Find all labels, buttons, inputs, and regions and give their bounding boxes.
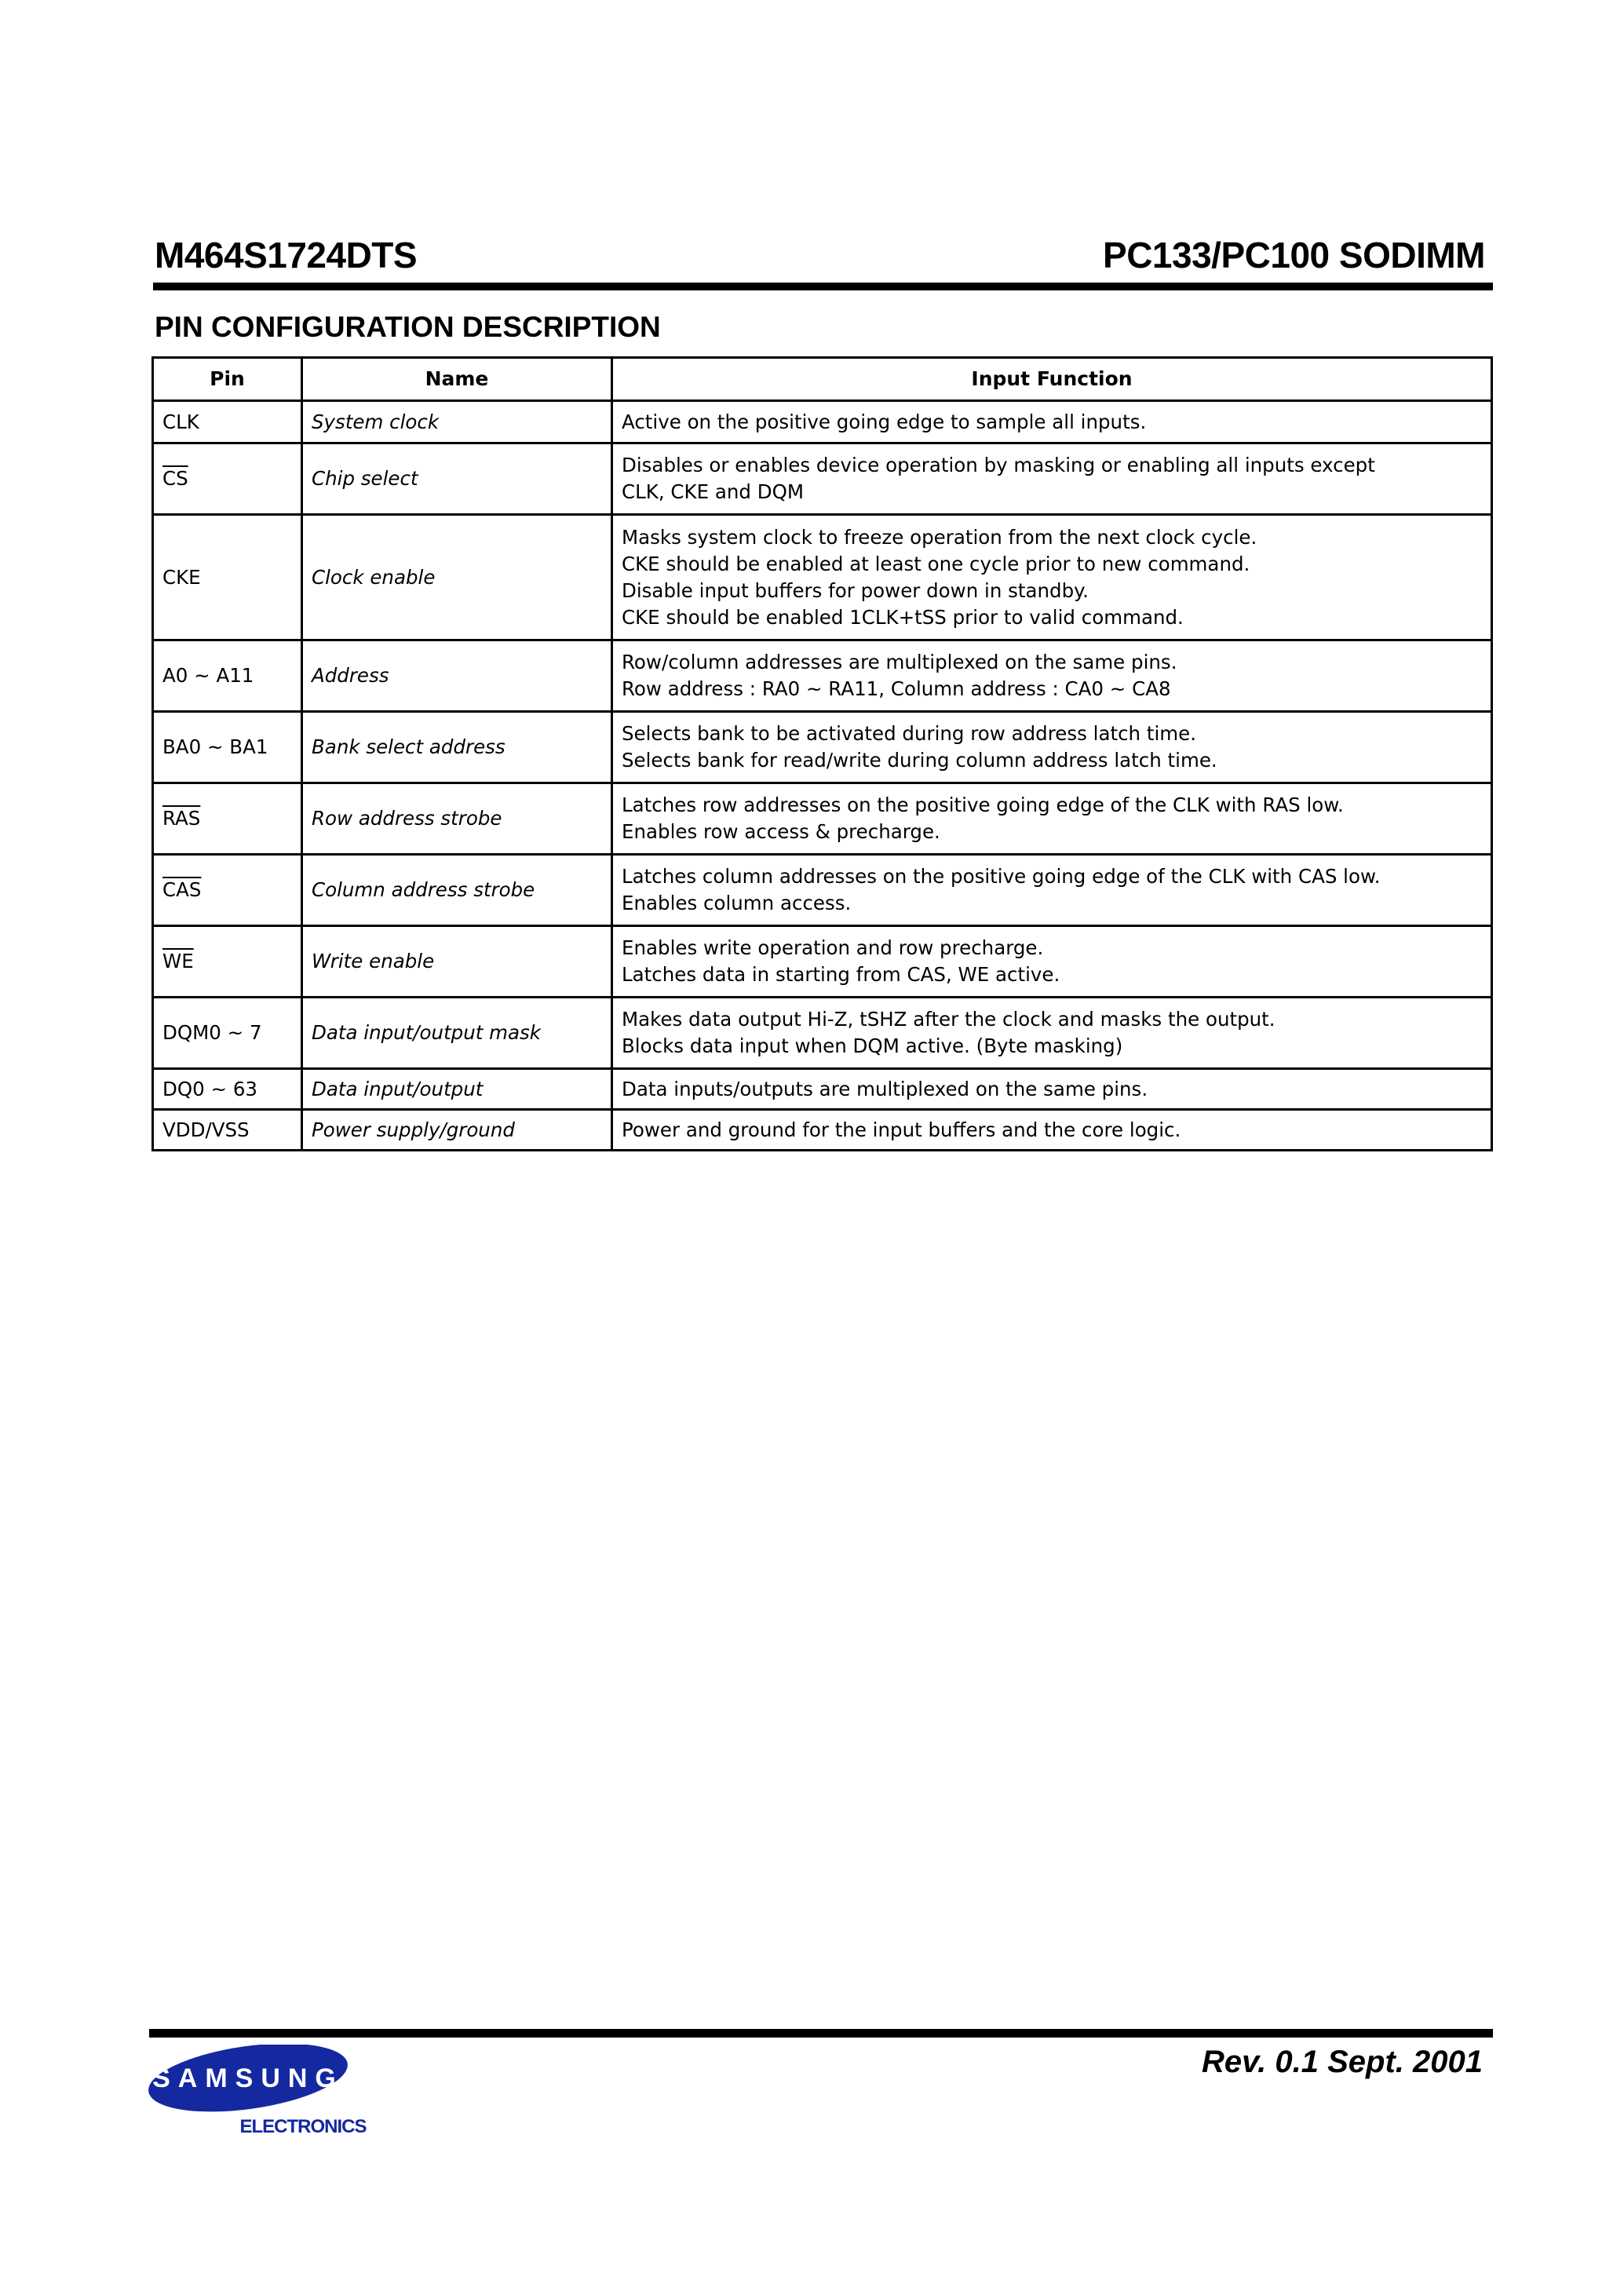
pin-cell: BA0 ~ BA1 xyxy=(153,712,302,783)
function-cell: Latches column addresses on the positive going edge of the CLK with CAS low. Enables column access. xyxy=(612,855,1492,926)
logo-sub-text: ELECTRONICS xyxy=(239,2116,367,2137)
function-cell: Latches row addresses on the positive going edge of the CLK with RAS low. Enables row access & precharge. xyxy=(612,783,1492,855)
column-header-name: Name xyxy=(302,358,612,401)
pin-cell: $\overline{CS}$ xyxy=(153,443,302,515)
name-cell: Row address strobe xyxy=(302,783,612,855)
function-cell: Row/column addresses are multiplexed on the same pins. Row address : RA0 ~ RA11, Column address : CA0 ~ CA8 xyxy=(612,640,1492,712)
name-cell: Data input/output mask xyxy=(302,998,612,1069)
function-cell: Enables write operation and row precharge. Latches data in starting from CAS, WE active. xyxy=(612,926,1492,998)
pin-table xyxy=(151,356,1493,1151)
pin-cell: VDD/VSS xyxy=(153,1110,302,1151)
table-row xyxy=(153,783,1492,855)
page-header xyxy=(155,234,1491,281)
footer-rule xyxy=(149,2029,1493,2038)
name-cell: Write enable xyxy=(302,926,612,998)
table-row xyxy=(153,1110,1492,1151)
logo-brand-text: SAMSUNG xyxy=(152,2063,344,2093)
table-row xyxy=(153,515,1492,640)
table-row xyxy=(153,640,1492,712)
name-cell: Data input/output xyxy=(302,1069,612,1110)
pin-cell: CLK xyxy=(153,401,302,443)
pin-cell: DQM0 ~ 7 xyxy=(153,998,302,1069)
function-cell: Masks system clock to freeze operation from the next clock cycle. CKE should be enabled at least one cycle prior to new command. Disable input buffers for power down in standby. CKE should be enabled 1CLK+tSS prior to valid command. xyxy=(612,515,1492,640)
table-header-row xyxy=(153,358,1492,401)
name-cell: Column address strobe xyxy=(302,855,612,926)
name-cell: Clock enable xyxy=(302,515,612,640)
table-row xyxy=(153,855,1492,926)
section-title: PIN CONFIGURATION DESCRIPTION xyxy=(155,311,661,343)
pin-cell: CKE xyxy=(153,515,302,640)
pin-cell: $\overline{RAS}$ xyxy=(153,783,302,855)
pin-cell: DQ0 ~ 63 xyxy=(153,1069,302,1110)
table-row xyxy=(153,443,1492,515)
samsung-logo xyxy=(148,2045,430,2139)
table-row xyxy=(153,712,1492,783)
pin-cell: $\overline{CAS}$ xyxy=(153,855,302,926)
table-row xyxy=(153,1069,1492,1110)
function-cell: Active on the positive going edge to sample all inputs. xyxy=(612,401,1492,443)
part-number: M464S1724DTS xyxy=(155,235,418,275)
pin-cell: A0 ~ A11 xyxy=(153,640,302,712)
name-cell: Bank select address xyxy=(302,712,612,783)
function-cell: Makes data output Hi-Z, tSHZ after the clock and masks the output. Blocks data input when DQM active. (Byte masking) xyxy=(612,998,1492,1069)
table-row xyxy=(153,926,1492,998)
function-cell: Data inputs/outputs are multiplexed on the same pins. xyxy=(612,1069,1492,1110)
product-title: PC133/PC100 SODIMM xyxy=(1103,235,1485,275)
pin-cell: $\overline{WE}$ xyxy=(153,926,302,998)
header-rule xyxy=(153,283,1493,290)
name-cell: Address xyxy=(302,640,612,712)
function-cell: Power and ground for the input buffers and the core logic. xyxy=(612,1110,1492,1151)
name-cell: Power supply/ground xyxy=(302,1110,612,1151)
function-cell: Selects bank to be activated during row address latch time. Selects bank for read/write during column address latch time. xyxy=(612,712,1492,783)
samsung-logo-mark xyxy=(148,2045,430,2139)
table-row xyxy=(153,998,1492,1069)
column-header-pin: Pin xyxy=(153,358,302,401)
name-cell: System clock xyxy=(302,401,612,443)
table-row xyxy=(153,401,1492,443)
revision-label: Rev. 0.1 Sept. 2001 xyxy=(1201,2045,1483,2079)
column-header-function: Input Function xyxy=(612,358,1492,401)
function-cell: Disables or enables device operation by masking or enabling all inputs except CLK, CKE and DQM xyxy=(612,443,1492,515)
name-cell: Chip select xyxy=(302,443,612,515)
